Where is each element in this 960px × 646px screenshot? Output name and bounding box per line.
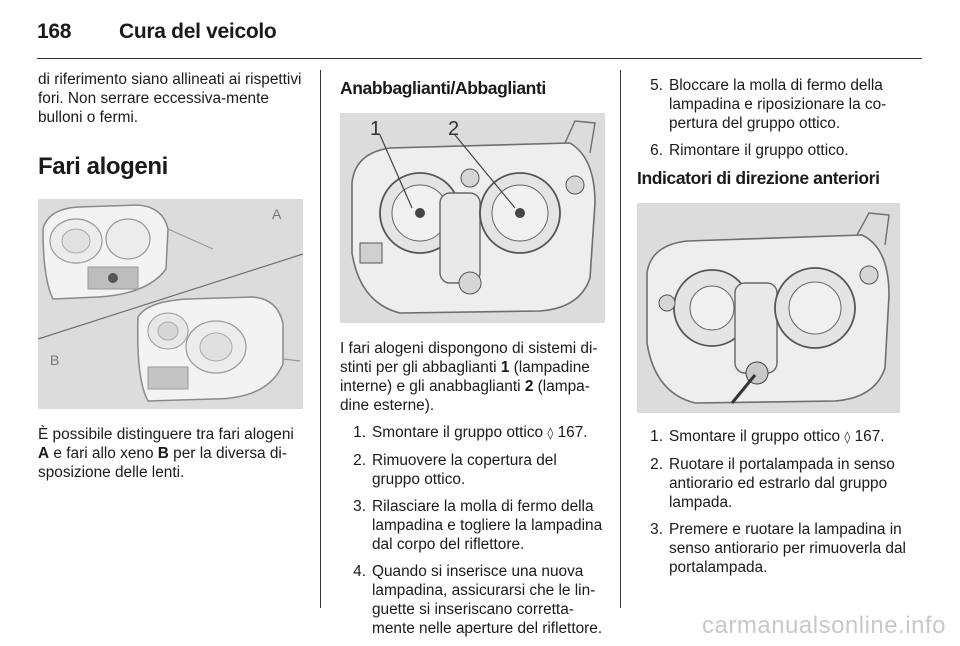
page-ref-icon: ◊ [844, 430, 851, 444]
list-item: 6. Rimontare il gruppo ottico. [650, 142, 849, 159]
figure-headlamp-rear [340, 113, 605, 323]
figure-label-b: B [50, 352, 60, 368]
column-divider-2 [620, 70, 621, 608]
figure-label-2: 2 [448, 118, 460, 140]
column-divider-1 [320, 70, 321, 608]
heading-anabbaglianti: Anabbaglianti/Abbaglianti [340, 78, 546, 98]
page-header [37, 16, 937, 50]
figure-label-1: 1 [370, 118, 382, 140]
description-text: I fari alogeni dispongono di sistemi di-stinti per gli abbaglianti 1 (lampadine interne) e gli anabbaglianti 2 (lampa-dine esterne). [340, 340, 598, 414]
page-title: Cura del veicolo [119, 20, 277, 43]
figure-caption: È possibile distinguere tra fari alogeni A e fari allo xeno B per la diversa di-sposizione delle lenti. [38, 426, 294, 481]
figure-headlamps-ab [38, 199, 303, 409]
heading-indicatori: Indicatori di direzione anteriori [637, 168, 880, 188]
list-item: 1. Smontare il gruppo ottico ◊ 167. [353, 424, 588, 441]
list-item: 3. Premere e ruotare la lampadina in senso antiorario per rimuoverla dal portalampada. [650, 521, 906, 576]
page-number: 168 [37, 20, 72, 43]
intro-text: di riferimento siano allineati ai rispettivi fori. Non serrare eccessiva-mente bulloni o fermi. [38, 71, 302, 126]
list-item: 3. Rilasciare la molla di fermo della lampadina e togliere la lampadina dal corpo del riflettore. [353, 498, 603, 553]
figure-label-a: A [272, 206, 282, 222]
headlamps-illustration [38, 199, 303, 409]
column-2 [340, 70, 605, 646]
procedure-list-continued [637, 76, 907, 160]
list-item: 5. Bloccare la molla di fermo della lampadina e riposizionare la co-pertura del gruppo ottico. [650, 77, 887, 132]
procedure-list-2 [637, 427, 907, 577]
list-item: 2. Ruotare il portalampada in senso antiorario ed estrarlo dal gruppo lampada. [650, 456, 895, 511]
watermark: carmanualsonline.info [702, 612, 946, 639]
page-ref-icon: ◊ [547, 426, 554, 440]
header-rule [37, 58, 922, 59]
list-item: 2. Rimuovere la copertura del gruppo ottico. [353, 452, 557, 488]
turn-signal-illustration [637, 203, 900, 413]
column-3 [637, 70, 907, 585]
procedure-list-1 [340, 423, 605, 638]
headlamp-rear-illustration [340, 113, 605, 323]
list-item: 4. Quando si inserisce una nuova lampadina, assicurarsi che le lin-guette si inseriscano corretta-mente nelle aperture del riflettore. [353, 563, 603, 637]
list-item: 1. Smontare il gruppo ottico ◊ 167. [650, 428, 885, 445]
column-1 [38, 70, 306, 482]
heading-fari-alogeni: Fari alogeni [38, 153, 168, 180]
figure-turn-signal [637, 203, 900, 413]
